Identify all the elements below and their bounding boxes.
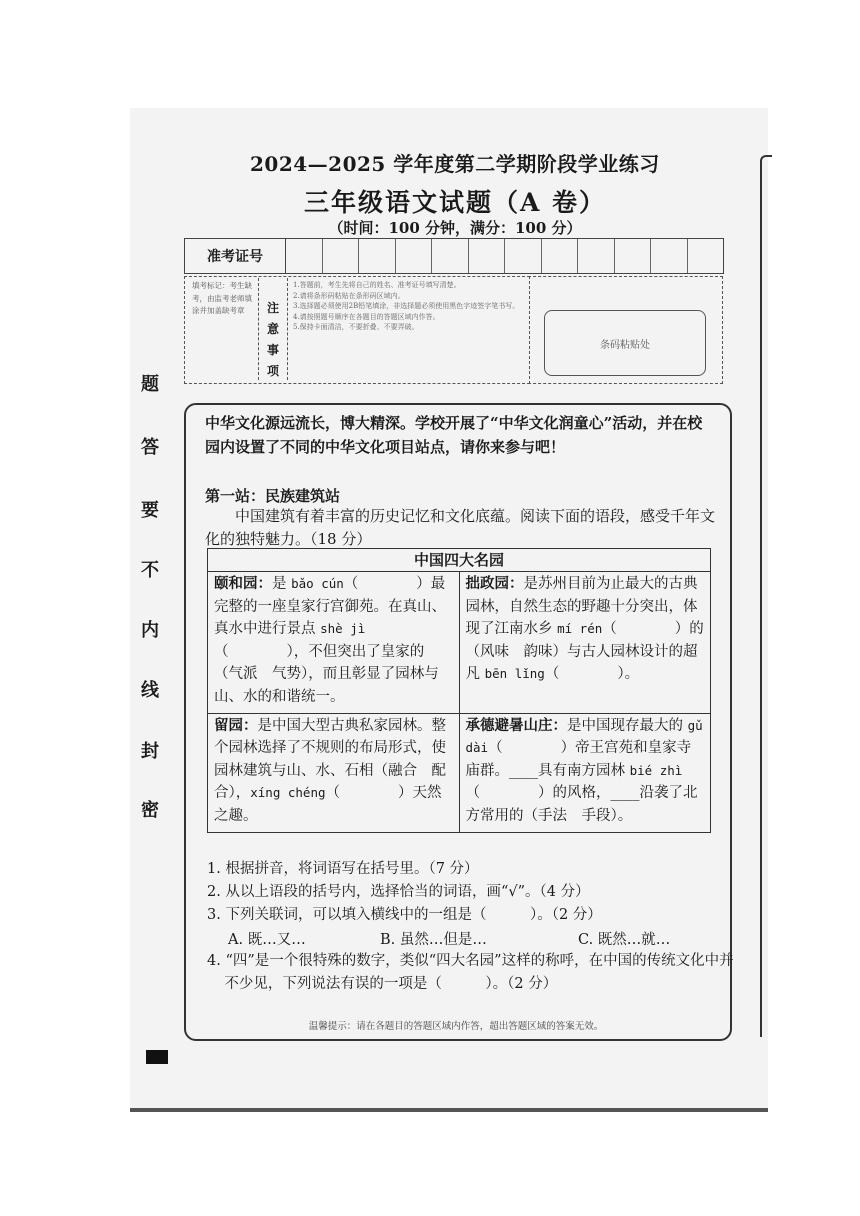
garden-text: 是中国现存最大的 (567, 717, 688, 734)
pinyin: bēn lǐng (484, 666, 545, 682)
notice-label-char: 注 (266, 301, 279, 315)
notice-label-char: 意 (266, 322, 279, 336)
year-title: 2024—2025 学年度第二学期阶段学业练习 (250, 152, 660, 176)
notice-rule: 1.答题前，考生先将自己的姓名、准考证号填写清楚。 (293, 281, 461, 289)
garden-name: 承德避暑山庄： (465, 716, 567, 734)
garden-text: （ ）帝王宫苑和皇家寺庙群。____具有南方园林 (465, 740, 692, 779)
notice-rule: 3.选择题必须使用2B铅笔填涂，非选择题必须使用黑色字迹签字笔书写。 (293, 302, 520, 310)
garden-text: （ ）天然之趣。 (214, 785, 442, 824)
garden-text: 是中国大型古典私家园林。整个园林选择了不规则的布局形式，使园林建筑与山、水、石相（融合 配合）， (214, 717, 446, 802)
id-digit-cell[interactable] (578, 239, 615, 273)
option-c[interactable]: C. 既然…就… (578, 932, 671, 948)
id-digit-cell[interactable] (359, 239, 396, 273)
id-digit-cell[interactable] (323, 239, 360, 273)
barcode-label: 条码粘贴处 (600, 339, 650, 351)
pinyin: mí rén (557, 621, 603, 637)
station-desc: 中国建筑有着丰富的历史记忆和文化底蕴。阅读下面的语段，感受千年文化的独特魅力。（18 分） (205, 507, 716, 548)
notice-rules (293, 280, 525, 333)
exam-title: 三年级语文试题（A 卷） (303, 188, 607, 217)
id-digit-cell[interactable] (469, 239, 506, 273)
side-warning-char: 题 (141, 374, 159, 395)
side-warning-char: 封 (141, 741, 159, 762)
pinyin: xíng chéng (250, 785, 326, 801)
notice-rule: 2.请将条形码粘贴在条形码区域内。 (293, 291, 405, 300)
garden-cell-yiheyuan (208, 572, 460, 714)
notice-label-char: 项 (266, 364, 279, 378)
gardens-table-title: 中国四大名园 (208, 549, 711, 572)
id-digit-cell[interactable] (432, 239, 469, 273)
garden-text: 是 (272, 576, 292, 592)
option-b[interactable]: B. 虽然…但是… (380, 932, 487, 948)
id-digit-cell[interactable] (688, 239, 724, 273)
question-3: 3. 下列关联词，可以填入横线中的一组是（ ）。（2 分） (207, 907, 602, 923)
station-title: 第一站：民族建筑站 (205, 487, 341, 505)
pinyin: bǎo cún (291, 576, 344, 591)
pinyin: shè jì (320, 621, 366, 637)
bottom-rule (130, 1108, 768, 1112)
garden-text: （ ），不但突出了皇家的（气派 气势），而且彰显了园林与山、水的和谐统一。 (214, 643, 439, 705)
alignment-mark (146, 1050, 168, 1064)
adjacent-page-edge (760, 155, 772, 1037)
garden-cell-zhuozhengyuan (459, 572, 711, 714)
garden-cell-liuyuan (208, 713, 460, 832)
barcode-sticker-zone[interactable] (544, 310, 706, 376)
gardens-table (207, 548, 711, 833)
side-warning-char: 内 (141, 620, 159, 641)
notice-rule: 4.请按照题号顺序在各题目的答题区域内作答。 (293, 312, 440, 321)
garden-name: 拙政园： (465, 575, 524, 592)
candidate-id-row (184, 238, 724, 274)
id-digit-cell[interactable] (542, 239, 579, 273)
side-warning-char: 不 (141, 560, 159, 581)
pinyin: gǔ dài (465, 717, 703, 756)
question-1: 1. 根据拼音，将词语写在括号里。（7 分） (207, 861, 479, 877)
garden-text: 是苏州目前为止最大的古典园林，自然生态的野趣十分突出，体现了江南水乡 (465, 576, 698, 638)
garden-text: （ ）。 (544, 666, 640, 683)
candidate-id-label: 准考证号 (185, 239, 286, 273)
garden-text: （ ）的（风味 韵味）与古人园林设计的超凡 (465, 621, 704, 683)
pinyin: bié zhì (629, 762, 683, 778)
side-warning-char: 密 (141, 800, 159, 821)
notice-label (264, 298, 282, 382)
exam-info: （时间：100 分钟，满分：100 分） (328, 219, 582, 237)
intro-text: 中华文化源远流长，博大精深。学校开展了“中华文化润童心”活动，并在校园内设置了不同的中华文化项目站点，请你来参与吧！ (205, 414, 703, 456)
id-digit-cell[interactable] (615, 239, 652, 273)
garden-name: 留园： (214, 716, 258, 734)
garden-cell-chengde (459, 713, 711, 832)
garden-text: （ ）的风格，____沿袭了北方常用的（手法 手段）。 (465, 785, 698, 824)
absence-note: 填考标记：考生缺考，由监考老师填涂并加盖缺考章 (192, 281, 252, 315)
notice-label-char: 事 (266, 343, 279, 357)
id-digit-cell[interactable] (396, 239, 433, 273)
side-warning-char: 要 (141, 500, 159, 521)
garden-text: （ ）最完整的一座皇家行宫御苑。在真山、真水中进行景点 (214, 576, 446, 638)
id-digit-cell[interactable] (286, 239, 323, 273)
id-digit-cell[interactable] (651, 239, 688, 273)
question-2: 2. 从以上语段的括号内，选择恰当的词语，画“√”。（4 分） (207, 884, 590, 900)
id-digit-cell[interactable] (505, 239, 542, 273)
question-4: 4. “四”是一个很特殊的数字，类似“四大名园”这样的称呼，在中国的传统文化中并不少见，下列说法有误的一项是（ ）。（2 分） (207, 953, 734, 992)
footer-note: 温馨提示：请在各题目的答题区域内作答，超出答题区域的答案无效。 (308, 1021, 604, 1032)
option-a[interactable]: A. 既…又… (228, 932, 306, 948)
notice-divider (287, 278, 288, 380)
notice-divider (258, 278, 259, 380)
garden-name: 颐和园： (214, 575, 272, 592)
notice-rule: 5.保持卡面清洁，不要折叠、不要弄破。 (293, 323, 419, 331)
side-warning-char: 线 (141, 680, 159, 701)
side-warning-char: 答 (141, 437, 159, 458)
